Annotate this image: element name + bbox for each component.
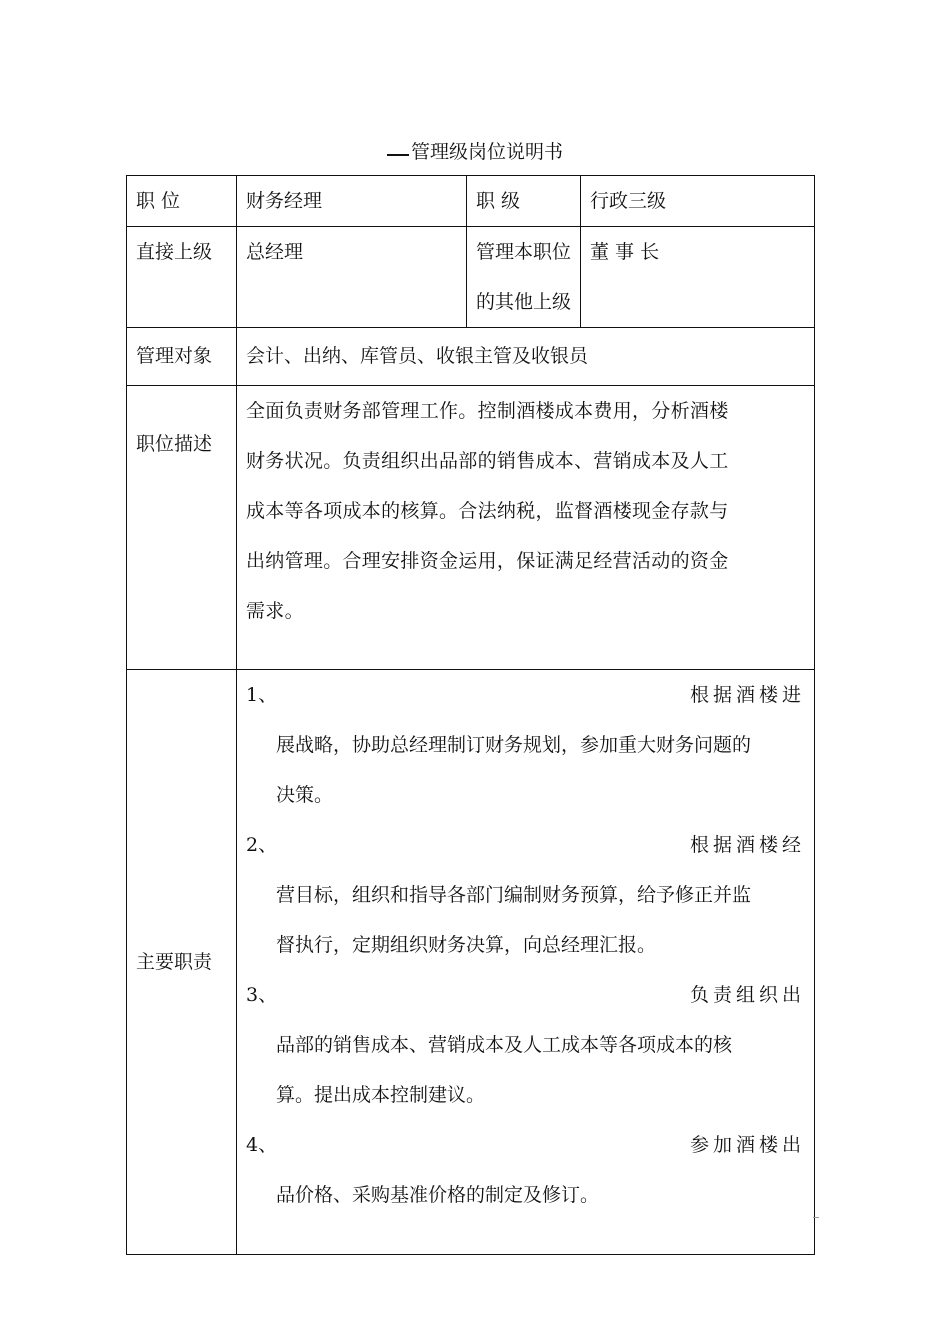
other-superior-value: 董 事 长 bbox=[581, 227, 815, 328]
other-superior-label-line: 的其他上级 bbox=[476, 291, 572, 313]
other-superior-label-line: 管理本职位 bbox=[476, 241, 572, 263]
title-blank-line bbox=[387, 154, 409, 156]
position-value: 财务经理 bbox=[237, 176, 467, 227]
duty-number: 1、 bbox=[246, 684, 278, 706]
duty-line: 算。提出成本控制建议。 bbox=[276, 1084, 486, 1106]
duty-line: 品部的销售成本、营销成本及人工成本等各项成本的核 bbox=[276, 1034, 733, 1056]
duty-number: 2、 bbox=[246, 834, 278, 856]
duty-item bbox=[246, 670, 805, 820]
superior-value: 总经理 bbox=[237, 227, 467, 328]
duty-number: 4、 bbox=[246, 1134, 278, 1156]
duty-lead: 参加酒楼出 bbox=[689, 1134, 805, 1156]
duties-list bbox=[237, 670, 815, 1255]
row-subordinates bbox=[127, 328, 815, 386]
description-line: 全面负责财务部管理工作。控制酒楼成本费用，分析酒楼 bbox=[246, 400, 729, 422]
duty-item bbox=[246, 970, 805, 1120]
description-line: 成本等各项成本的核算。合法纳税，监督酒楼现金存款与 bbox=[246, 500, 729, 522]
duty-line: 决策。 bbox=[276, 784, 334, 806]
duty-lead: 根据酒楼进 bbox=[689, 684, 805, 706]
description-value bbox=[237, 386, 815, 670]
subordinates-value: 会计、出纳、库管员、收银主管及收银员 bbox=[237, 328, 815, 386]
grade-value: 行政三级 bbox=[581, 176, 815, 227]
page-edge-mark bbox=[813, 1217, 819, 1218]
duty-item bbox=[246, 820, 805, 970]
duty-lead: 根据酒楼经 bbox=[689, 834, 805, 856]
duty-lead: 负责组织出 bbox=[689, 984, 805, 1006]
duties-label: 主要职责 bbox=[127, 670, 237, 1255]
grade-label: 职 级 bbox=[467, 176, 581, 227]
duty-line: 品价格、采购基准价格的制定及修订。 bbox=[276, 1184, 600, 1206]
subordinates-label: 管理对象 bbox=[127, 328, 237, 386]
description-line: 出纳管理。合理安排资金运用，保证满足经营活动的资金 bbox=[246, 550, 729, 572]
duty-item bbox=[246, 1120, 805, 1220]
position-label: 职 位 bbox=[127, 176, 237, 227]
document-title-text: 管理级岗位说明书 bbox=[410, 141, 563, 163]
duty-line: 督执行，定期组织财务决算，向总经理汇报。 bbox=[276, 934, 657, 956]
other-superior-label bbox=[467, 227, 581, 328]
job-description-table bbox=[126, 175, 815, 1255]
duty-line: 展战略，协助总经理制订财务规划，参加重大财务问题的 bbox=[276, 734, 752, 756]
duty-number: 3、 bbox=[246, 984, 278, 1006]
row-duties bbox=[127, 670, 815, 1255]
description-line: 财务状况。负责组织出品部的销售成本、营销成本及人工 bbox=[246, 450, 729, 472]
row-superior bbox=[127, 227, 815, 328]
description-label: 职位描述 bbox=[127, 386, 237, 670]
description-line: 需求。 bbox=[246, 600, 304, 622]
superior-label: 直接上级 bbox=[127, 227, 237, 328]
row-description bbox=[127, 386, 815, 670]
duty-line: 营目标，组织和指导各部门编制财务预算，给予修正并监 bbox=[276, 884, 752, 906]
document-title bbox=[0, 138, 950, 166]
row-position bbox=[127, 176, 815, 227]
